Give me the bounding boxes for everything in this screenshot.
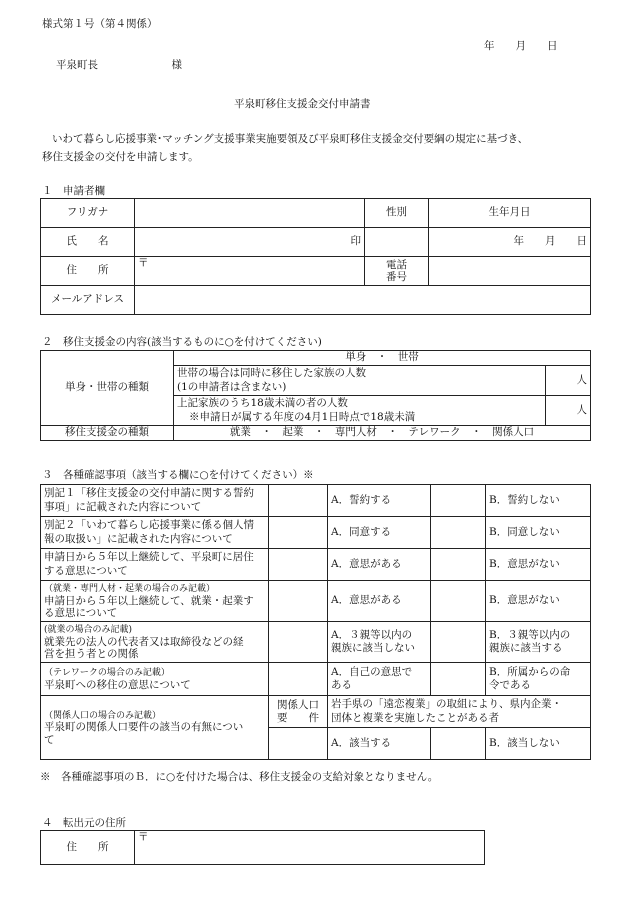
intro-text-line1: いわて暮らし応援事業･マッチング支援事業実施要領及び平泉町移住支援金交付要綱の規定に基づき、 — [52, 133, 529, 145]
option-a: A．自己の意思で ある — [328, 663, 431, 696]
mark-cell-a[interactable] — [269, 517, 328, 549]
gender-label: 性別 — [365, 199, 429, 228]
option-b: B．所属からの命 令である — [486, 663, 591, 696]
option-b: B．誓約しない — [486, 485, 591, 517]
section1-heading: １ 申請者欄 — [42, 185, 105, 197]
confirm-row-employment: （就業・専門人材・起業の場合のみ記載） 申請日から５年以上継続して、就業・起業す る意思について A．意思がある B．意思がない — [41, 581, 591, 622]
mark-cell-a[interactable] — [269, 485, 328, 517]
household-count-note: (1の申請者は含まない) — [177, 380, 287, 393]
mark-cell-b[interactable] — [431, 549, 486, 581]
children-count-text: 上記家族のうち18歳未満の者の人数 — [177, 397, 348, 410]
household-count-field[interactable]: 人 — [546, 366, 591, 396]
option-b: B．３親等以内の 親族に該当する — [486, 622, 591, 663]
category-label: 移住支援金の種類 — [41, 426, 174, 441]
section2-heading: ２ 移住支援金の内容(該当するものに○を付けてください) — [42, 336, 322, 348]
mark-cell-b[interactable] — [431, 622, 486, 663]
postal-mark: 〒 — [138, 257, 149, 269]
option-b: B．意思がない — [486, 549, 591, 581]
type-label: 単身・世帯の種類 — [41, 351, 174, 426]
mark-cell-a[interactable] — [269, 549, 328, 581]
confirm-row-residence: 申請日から５年以上継続して、平泉町に居住 する意思について A．意思がある B．意思がない — [41, 549, 591, 581]
name-label: 氏 名 — [41, 228, 135, 257]
single-household-choice[interactable]: 単身 ・ 世帯 — [174, 351, 591, 366]
mark-cell-a[interactable] — [269, 581, 328, 622]
mark-cell-b[interactable] — [431, 485, 486, 517]
mark-cell-b[interactable] — [431, 728, 486, 760]
postal-mark: 〒 — [138, 831, 149, 843]
birthdate-field[interactable]: 年 月 日 — [429, 228, 591, 257]
furigana-label: フリガナ — [41, 199, 135, 228]
applicant-table — [40, 198, 591, 315]
previous-address-table — [40, 830, 485, 865]
option-a: A．意思がある — [328, 549, 431, 581]
subsidy-content-table — [40, 350, 591, 441]
children-count-note: ※申請日が属する年度の4月1日時点で18歳未満 — [189, 410, 416, 423]
footnote: ※ 各種確認事項のＢ．に○を付けた場合は、移住支援金の支給対象となりません。 — [40, 771, 439, 783]
addressee: 平泉町長 様 — [56, 59, 182, 71]
option-a: A．同意する — [328, 517, 431, 549]
document-title: 平泉町移住支援金交付申請書 — [234, 98, 371, 110]
mark-cell-a[interactable] — [269, 728, 328, 760]
confirm-row-privacy: 別記２「いわて暮らし応援事業に係る個人情 報の取扱い」に記載された内容について A．同意する B．同意しない — [41, 517, 591, 549]
option-a: A．誓約する — [328, 485, 431, 517]
seal-mark: 印 — [350, 235, 361, 248]
option-a: A．該当する — [328, 728, 431, 760]
birthdate-label: 生年月日 — [429, 199, 591, 228]
category-choice[interactable]: 就業 ・ 起業 ・ 専門人材 ・ テレワーク ・ 関係人口 — [174, 426, 591, 441]
intro-text-line2: 移住支援金の交付を申請します。 — [42, 151, 199, 163]
children-count-field[interactable]: 人 — [546, 396, 591, 426]
mark-cell-a[interactable] — [269, 663, 328, 696]
address-field[interactable] — [135, 257, 365, 286]
confirm-row-related-population: （関係人口の場合のみ記載） 平泉町の関係人口要件の該当の有無につい て 関係人口 要 件 岩手県の「遠恋複業」の取組により、県内企業・ 団体と複業を実施したことがある者 — [41, 696, 591, 728]
section3-heading: ３ 各種確認事項（該当する欄に○を付けてください）※ — [42, 469, 314, 481]
furigana-field[interactable] — [135, 199, 365, 228]
confirm-row-pledge: 別記１「移住支援金の交付申請に関する誓約 事項」に記載された内容について A．誓約する B．誓約しない — [41, 485, 591, 517]
option-b: B．該当しない — [486, 728, 591, 760]
name-field[interactable] — [135, 228, 365, 257]
option-b: B．意思がない — [486, 581, 591, 622]
previous-address-label: 住 所 — [41, 831, 135, 865]
requirement-text: 岩手県の「遠恋複業」の取組により、県内企業・ 団体と複業を実施したことがある者 — [328, 696, 591, 728]
confirm-row-relationship: (就業の場合のみ記載) 就業先の法人の代表者又は取締役などの経 営を担う者との関係 A．３親等以内の 親族に該当しない B．３親等以内の 親族に該当する — [41, 622, 591, 663]
previous-address-field[interactable] — [135, 831, 485, 865]
option-a: A．３親等以内の 親族に該当しない — [328, 622, 431, 663]
requirement-label: 関係人口 要 件 — [269, 696, 328, 728]
option-b: B．同意しない — [486, 517, 591, 549]
phone-field[interactable] — [429, 257, 591, 286]
household-count-text: 世帯の場合は同時に移住した家族の人数 — [177, 367, 366, 380]
section4-heading: ４ 転出元の住所 — [42, 817, 126, 829]
mark-cell-b[interactable] — [431, 517, 486, 549]
mark-cell-b[interactable] — [431, 581, 486, 622]
email-field[interactable] — [135, 286, 591, 315]
gender-field[interactable] — [365, 228, 429, 257]
confirmation-table — [40, 484, 591, 760]
email-label: メールアドレス — [41, 286, 135, 315]
mark-cell-b[interactable] — [431, 663, 486, 696]
mark-cell-a[interactable] — [269, 622, 328, 663]
address-label: 住 所 — [41, 257, 135, 286]
form-number: 様式第１号（第４関係） — [42, 18, 158, 30]
option-a: A．意思がある — [328, 581, 431, 622]
phone-label: 電話 番号 — [365, 257, 429, 286]
confirm-row-telework: （テレワークの場合のみ記載） 平泉町への移住の意思について A．自己の意思で ある B．所属からの命 令である — [41, 663, 591, 696]
date-line: 年 月 日 — [484, 40, 558, 52]
